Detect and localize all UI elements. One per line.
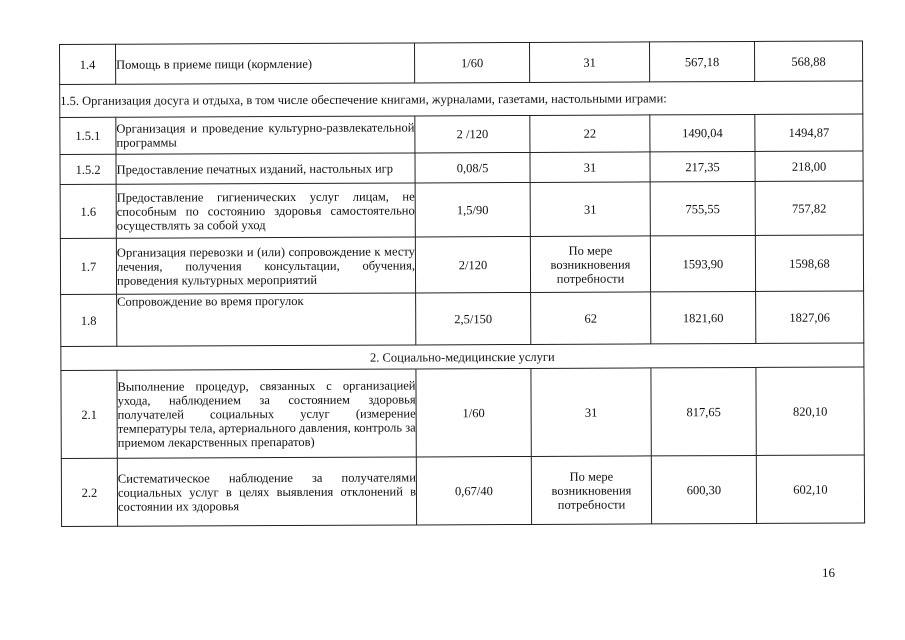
frequency: 31 xyxy=(530,152,650,183)
price-1: 600,30 xyxy=(651,455,756,523)
page-number: 16 xyxy=(822,565,835,580)
price-2: 1827,06 xyxy=(756,291,864,343)
price-2: 568,88 xyxy=(754,41,862,81)
table-row xyxy=(60,114,863,155)
service-name: Помощь в приеме пищи (кормление) xyxy=(116,43,415,84)
frequency: 62 xyxy=(531,292,651,345)
time-norm: 2/120 xyxy=(415,236,530,293)
frequency: 31 xyxy=(529,42,649,83)
frequency: 31 xyxy=(531,368,651,457)
service-name: Организация и проведение культурно-развлекательной программы xyxy=(116,116,415,154)
table-row xyxy=(60,41,863,85)
frequency: 31 xyxy=(530,182,650,237)
row-number: 1.4 xyxy=(60,44,116,84)
price-2: 602,10 xyxy=(756,455,864,523)
price-1: 1490,04 xyxy=(650,114,755,151)
price-2: 757,82 xyxy=(755,181,863,235)
row-number: 1.7 xyxy=(60,238,116,294)
row-number: 1.5.2 xyxy=(60,154,116,184)
row-number: 1.6 xyxy=(60,184,116,238)
price-1: 1821,60 xyxy=(651,291,756,343)
section-title: 2. Социально-медицинские услуги xyxy=(61,343,864,371)
price-1: 217,35 xyxy=(650,151,755,181)
service-name: Сопровождение во время прогулок xyxy=(117,293,416,346)
service-name: Предоставление гигиенических услуг лицам, не способным по состоянию здоровья самостоятельно осуществлять за собой уход xyxy=(116,183,415,238)
table-row xyxy=(61,367,864,459)
table-row xyxy=(60,151,863,185)
row-number: 1.5.1 xyxy=(60,117,116,154)
section-row xyxy=(60,81,863,118)
services-table xyxy=(59,40,865,527)
time-norm: 0,67/40 xyxy=(416,456,531,525)
price-1: 755,55 xyxy=(650,181,755,235)
table-row xyxy=(60,235,863,295)
frequency: По мере возникновения потребности xyxy=(531,456,651,525)
time-norm: 1/60 xyxy=(414,42,529,83)
price-2: 1598,68 xyxy=(755,235,863,291)
time-norm: 1/60 xyxy=(416,368,531,457)
time-norm: 0,08/5 xyxy=(415,152,530,183)
time-norm: 1,5/90 xyxy=(415,182,530,237)
time-norm: 2 /120 xyxy=(415,115,530,153)
service-name: Организация перевозки и (или) сопровождение к месту лечения, получения консультации, обучения, проведения культурных мероприятий xyxy=(116,237,415,294)
price-2: 820,10 xyxy=(756,367,864,455)
service-name: Выполнение процедур, связанных с организацией ухода, наблюдением за состоянием здоровья получателей социальных услуг (измерение температуры тела, артериального давления, контроль за приемом лекарственных препаратов) xyxy=(117,369,416,458)
row-number: 1.8 xyxy=(61,294,117,346)
section-title: 1.5. Организация досуга и отдыха, в том числе обеспечение книгами, журналами, газетами, настольными играми: xyxy=(60,81,863,118)
time-norm: 2,5/150 xyxy=(416,292,531,345)
price-2: 1494,87 xyxy=(755,114,863,151)
row-number: 2.1 xyxy=(61,370,117,458)
row-number: 2.2 xyxy=(61,458,117,526)
service-name: Предоставление печатных изданий, настольных игр xyxy=(116,153,415,184)
price-1: 1593,90 xyxy=(650,235,755,291)
service-name: Систематическое наблюдение за получателями социальных услуг в целях выявления отклонений в состоянии их здоровья xyxy=(117,457,416,526)
frequency: 22 xyxy=(530,115,650,153)
table-row xyxy=(61,455,864,527)
price-1: 817,65 xyxy=(651,367,756,455)
price-2: 218,00 xyxy=(755,151,863,181)
section-row xyxy=(61,343,864,371)
table-row xyxy=(61,291,864,347)
table-row xyxy=(60,181,863,239)
frequency: По мере возникновения потребности xyxy=(530,236,650,293)
price-1: 567,18 xyxy=(649,41,754,81)
